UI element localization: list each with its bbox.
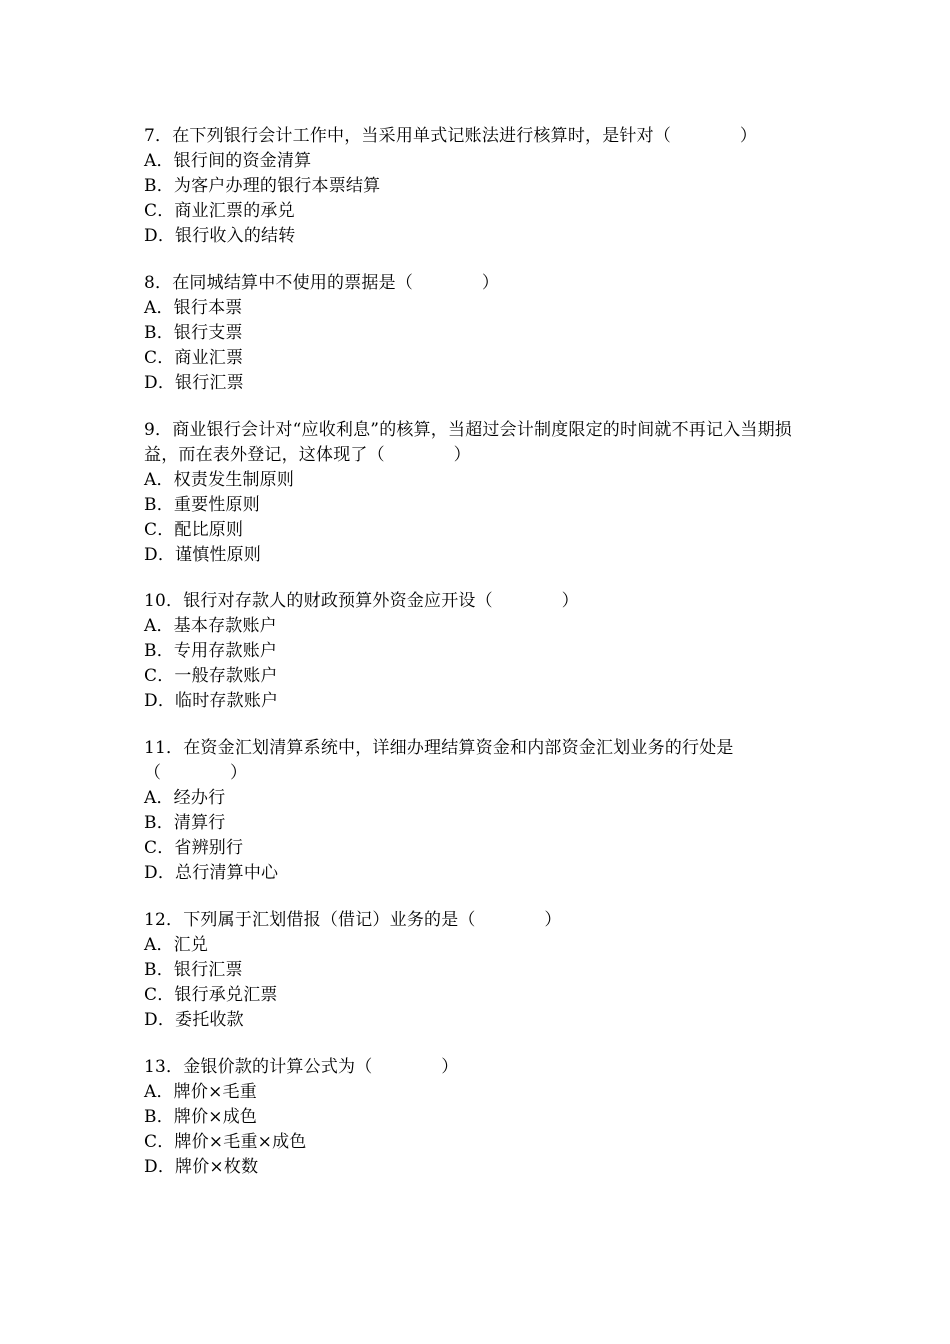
option-c: C．配比原则 [144,520,244,540]
option-c: C．商业汇票的承兑 [144,201,295,221]
option-a: A．基本存款账户 [144,616,277,636]
option-a: A．牌价×毛重 [144,1082,257,1102]
option-a: A．银行间的资金清算 [144,151,312,171]
option-a: A．经办行 [144,788,226,808]
option-c: C．牌价×毛重×成色 [144,1132,307,1152]
question-stem: 10．银行对存款人的财政预算外资金应开设（ ） [144,591,579,611]
question-12 [144,908,824,1033]
option-b: B．专用存款账户 [144,641,278,661]
option-a: A．权责发生制原则 [144,470,295,490]
option-a: A．汇兑 [144,935,209,955]
option-b: B．为客户办理的银行本票结算 [144,176,381,196]
option-a: A．银行本票 [144,298,243,318]
option-b: B．银行支票 [144,323,243,343]
option-d: D．银行汇票 [144,373,244,393]
option-d: D．银行收入的结转 [144,226,296,246]
option-c: C．省辨别行 [144,838,244,858]
option-d: D．牌价×枚数 [144,1157,259,1177]
option-c: C．商业汇票 [144,348,244,368]
question-11 [144,736,824,886]
question-7 [144,124,824,249]
option-d: D．委托收款 [144,1010,244,1030]
option-d: D．临时存款账户 [144,691,279,711]
question-stem: 11．在资金汇划清算系统中，详细办理结算资金和内部资金汇划业务的行处是（ ） [144,738,734,783]
option-b: B．重要性原则 [144,495,260,515]
option-b: B．牌价×成色 [144,1107,258,1127]
option-b: B．银行汇票 [144,960,243,980]
option-c: C．银行承兑汇票 [144,985,278,1005]
option-d: D．谨慎性原则 [144,545,262,565]
question-8 [144,271,824,396]
question-stem: 9．商业银行会计对“应收利息”的核算，当超过会计制度限定的时间就不再记入当期损益，而在表外登记，这体现了（ ） [144,420,792,465]
question-13 [144,1055,824,1180]
option-b: B．清算行 [144,813,226,833]
question-stem: 8．在同城结算中不使用的票据是（ ） [144,273,500,293]
question-9 [144,418,824,568]
question-stem: 13．金银价款的计算公式为（ ） [144,1057,459,1077]
question-10 [144,589,824,714]
question-stem: 12．下列属于汇划借报（借记）业务的是（ ） [144,910,562,930]
option-d: D．总行清算中心 [144,863,279,883]
option-c: C．一般存款账户 [144,666,278,686]
question-stem: 7．在下列银行会计工作中，当采用单式记账法进行核算时，是针对（ ） [144,126,758,146]
